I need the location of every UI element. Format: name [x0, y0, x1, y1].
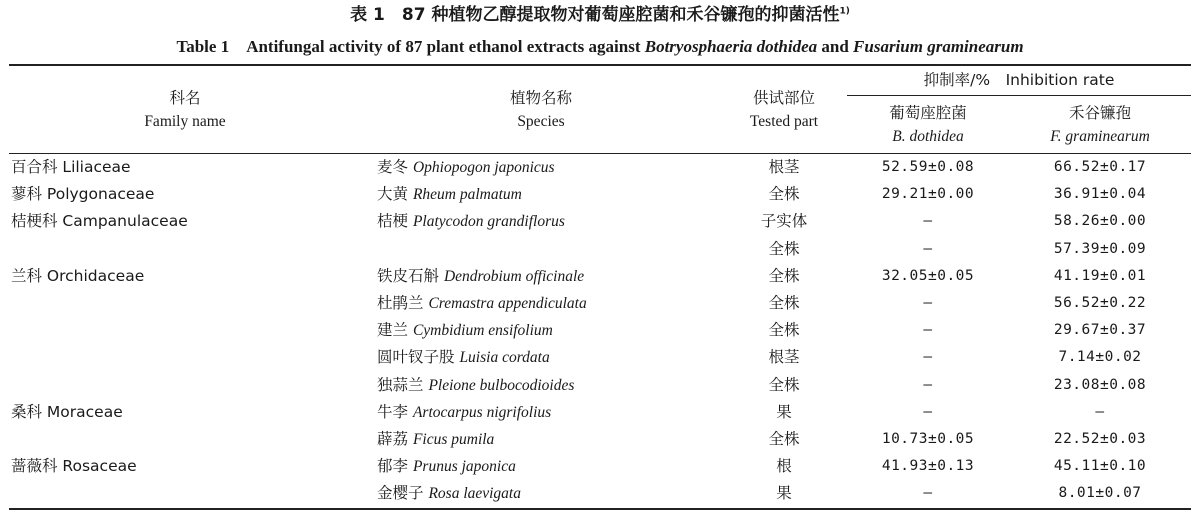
title-en-prefix: Table 1 Antifungal activity of 87 plant ethanol extracts against: [176, 37, 645, 56]
table-body: [9, 154, 1191, 509]
species-latin: Rosa laevigata: [428, 485, 521, 503]
species-latin: Rheum palmatum: [412, 186, 522, 204]
fg-value-cell: 29.67±0.37: [1053, 322, 1147, 339]
table-row: [9, 426, 1191, 453]
part-cell: 全株: [768, 430, 800, 449]
header-col4-en: B. dothidea: [892, 127, 964, 145]
family-cell: [9, 480, 361, 508]
bd-value-cell: —: [923, 240, 933, 257]
family-cell: 蔷薇科 Rosaceae: [11, 457, 137, 476]
family-cell: [9, 236, 361, 263]
table-row: [9, 453, 1191, 480]
table-row: [9, 263, 1191, 290]
species-cell: [361, 181, 721, 208]
species-cell: [361, 317, 721, 344]
header-part-en: Tested part: [749, 112, 819, 130]
species-cn: 铁皮石斛: [377, 266, 444, 285]
table-title-chinese-text: 表 1 87 种植物乙醇提取物对葡萄座腔菌和禾谷镰孢的抑菌活性: [350, 5, 840, 25]
fg-value-cell: 22.52±0.03: [1053, 431, 1147, 448]
bd-value-cell: —: [923, 403, 933, 420]
part-cell: 全株: [768, 375, 800, 394]
species-cell: [361, 372, 721, 399]
header-f-graminearum: [1009, 96, 1191, 154]
species-cell: [361, 453, 721, 480]
part-cell: 子实体: [760, 212, 808, 231]
table-title-footnote-mark: 1): [839, 6, 850, 17]
table-row: [9, 236, 1191, 263]
table-title-english: [0, 36, 1200, 58]
family-cell: [9, 372, 361, 399]
species-latin: Platycodon grandiflorus: [412, 213, 565, 231]
part-cell: 全株: [768, 321, 800, 340]
bd-value-cell: —: [923, 376, 933, 393]
species-cn: 杜鹃兰: [377, 294, 429, 313]
header-family: [9, 65, 361, 154]
header-part-cn: 供试部位: [752, 88, 815, 107]
species-cn: 麦冬: [377, 158, 413, 176]
table-row: [9, 372, 1191, 399]
family-cell: 桔梗科 Campanulaceae: [11, 212, 188, 231]
species-latin: Ophiopogon japonicus: [412, 159, 555, 176]
species-cell: [361, 290, 721, 317]
family-cell: [9, 290, 361, 317]
species-cn: 独蒜兰: [377, 375, 429, 394]
table-row: [9, 480, 1191, 508]
title-en-mid: and: [817, 37, 854, 56]
bd-value-cell: 10.73±0.05: [881, 431, 975, 448]
species-latin: Artocarpus nigrifolius: [412, 403, 552, 421]
part-cell: 根茎: [768, 348, 800, 367]
header-inhibition-rate: [847, 65, 1191, 96]
fg-value-cell: 36.91±0.04: [1053, 186, 1147, 203]
bd-value-cell: —: [923, 213, 933, 230]
title-en-species-2: Fusarium graminearum: [853, 37, 1024, 56]
title-en-species-1: Botryosphaeria dothidea: [644, 37, 818, 56]
table-row: [9, 317, 1191, 344]
part-cell: 全株: [768, 294, 800, 313]
family-cell: 蓼科 Polygonaceae: [11, 185, 155, 204]
species-latin: Ficus pumila: [412, 431, 495, 449]
part-cell: 果: [721, 480, 847, 508]
family-cell: 桑科 Moraceae: [11, 402, 123, 421]
header-col5-cn: 禾谷镰孢: [1069, 103, 1132, 122]
header-family-cn: 科名: [169, 88, 201, 107]
species-cell: [361, 154, 721, 182]
family-cell: [9, 317, 361, 344]
bd-value-cell: —: [923, 349, 933, 366]
header-col5-en: F. graminearum: [1050, 127, 1150, 145]
header-tested-part: [721, 65, 847, 154]
header-species-cn: 植物名称: [509, 88, 572, 107]
table-header: [9, 65, 1191, 154]
header-species: [361, 65, 721, 154]
species-cn: 大黄: [377, 185, 413, 204]
table-row: [9, 344, 1191, 371]
fg-value-cell: 41.19±0.01: [1053, 267, 1147, 284]
species-cell: [361, 399, 721, 426]
part-cell: 全株: [768, 185, 800, 204]
species-cell: [361, 263, 721, 290]
species-latin: Dendrobium officinale: [443, 267, 585, 285]
header-family-en: Family name: [144, 112, 226, 130]
family-cell: 百合科 Liliaceae: [11, 158, 131, 176]
fg-value-cell: 45.11±0.10: [1053, 458, 1147, 475]
fg-value-cell: 66.52±0.17: [1053, 159, 1147, 175]
bd-value-cell: —: [923, 295, 933, 312]
fg-value-cell: 8.01±0.07: [1009, 480, 1191, 508]
fg-value-cell: 7.14±0.02: [1058, 349, 1142, 366]
header-species-en: Species: [517, 112, 565, 130]
species-cell: [361, 480, 721, 508]
species-cell: [361, 426, 721, 453]
species-cn: 牛李: [377, 402, 413, 421]
bd-value-cell: 52.59±0.08: [881, 159, 975, 175]
table-row: [9, 290, 1191, 317]
antifungal-activity-table: [9, 64, 1191, 510]
table-row: [9, 181, 1191, 208]
bd-value-cell: —: [923, 322, 933, 339]
species-cell: [361, 208, 721, 235]
species-cn: 建兰: [377, 321, 413, 340]
table-row: [9, 208, 1191, 235]
table-row: [9, 399, 1191, 426]
header-inhibition-text: 抑制率/% Inhibition rate: [923, 71, 1115, 89]
fg-value-cell: —: [1095, 403, 1105, 420]
header-b-dothidea: [847, 96, 1009, 154]
species-latin: Cremastra appendiculata: [428, 295, 587, 313]
species-latin: Prunus japonica: [412, 458, 516, 476]
part-cell: 果: [776, 402, 792, 421]
species-cn: 金樱子: [377, 484, 429, 503]
part-cell: 根: [776, 457, 792, 476]
bd-value-cell: —: [847, 480, 1009, 508]
part-cell: 根茎: [768, 158, 800, 176]
family-cell: [9, 344, 361, 371]
species-cn: 薜荔: [377, 430, 413, 449]
table-row: [9, 154, 1191, 182]
species-latin: Cymbidium ensifolium: [412, 322, 553, 340]
part-cell: 全株: [768, 266, 800, 285]
species-latin: Pleione bulbocodioides: [428, 376, 575, 394]
bd-value-cell: 29.21±0.00: [881, 186, 975, 203]
header-col4-cn: 葡萄座腔菌: [889, 103, 967, 122]
species-cell: [361, 236, 721, 263]
species-cell: [361, 344, 721, 371]
fg-value-cell: 56.52±0.22: [1053, 295, 1147, 312]
family-cell: 兰科 Orchidaceae: [11, 266, 145, 285]
fg-value-cell: 58.26±0.00: [1053, 213, 1147, 230]
family-cell: [9, 426, 361, 453]
bd-value-cell: 32.05±0.05: [881, 267, 975, 284]
table-title-chinese: [0, 4, 1200, 26]
fg-value-cell: 23.08±0.08: [1053, 376, 1147, 393]
part-cell: 全株: [768, 239, 800, 258]
species-cn: 郁李: [377, 457, 413, 476]
species-cn: 圆叶钗子股: [377, 348, 460, 367]
species-latin: Luisia cordata: [459, 349, 550, 367]
species-cn: 桔梗: [377, 212, 413, 231]
bd-value-cell: 41.93±0.13: [881, 458, 975, 475]
fg-value-cell: 57.39±0.09: [1053, 240, 1147, 257]
